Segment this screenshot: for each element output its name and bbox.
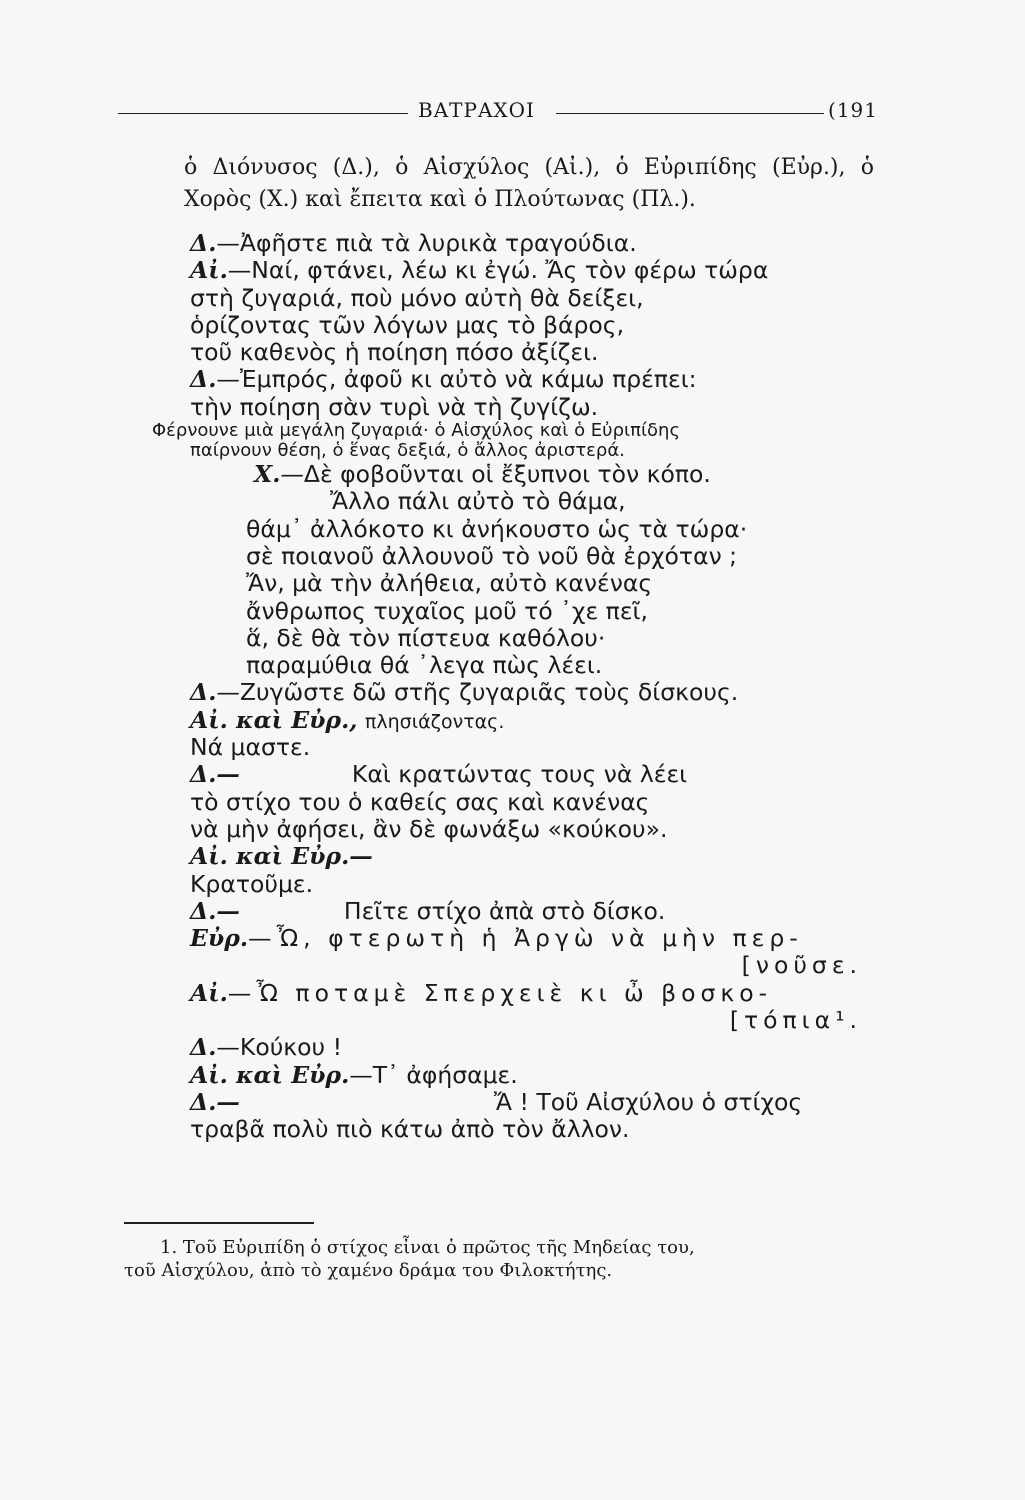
dialogue-line (190, 980, 880, 1007)
footnote-line: τοῦ Αἰσχύλου, ἀπὸ τὸ χαμένο δράμα του Φιλοκτήτης. (124, 1260, 613, 1281)
dialogue-line: νὰ μὴν ἀφήσει, ἂν δὲ φωνάξω «κούκου». (190, 814, 668, 843)
speaker: Χ. (254, 460, 281, 489)
running-head (118, 98, 878, 128)
dialogue-line: [νοῦσε. (741, 951, 862, 980)
stage-direction: πλησιάζοντας. (364, 710, 505, 733)
running-title: ΒΑΤΡΑΧΟΙ (418, 98, 535, 122)
dialogue-line (190, 707, 880, 734)
dialogue-line (190, 679, 880, 706)
speaker: Δ. (190, 678, 217, 707)
chorus-line (190, 461, 880, 488)
speaker: Δ.— (190, 896, 240, 925)
footnote-rule (124, 1222, 314, 1224)
speaker: Δ. (190, 229, 217, 257)
speaker: Δ.— (190, 1087, 240, 1116)
dialogue-line (190, 761, 880, 788)
intro-paragraph (184, 152, 874, 216)
line-text: ὁρίζοντας τῶν λόγων μας τὸ βάρος, (190, 310, 625, 339)
line-text: Πεῖτε στίχο ἀπὰ στὸ δίσκο. (343, 896, 666, 925)
header-rule-right (556, 113, 824, 114)
line-text: —Δὲ φοβοῦνται οἱ ἔξυπνοι τὸν κόπο. (280, 460, 711, 489)
chorus-line: ἄνθρωπος τυχαῖος μοῦ τό ᾽χε πεῖ, (246, 596, 648, 625)
dialogue-line (190, 925, 880, 952)
stage-direction: Φέρνουνε μιὰ μεγάλη ζυγαριά· ὁ Αἰσχύλος καὶ ὁ Εὐριπίδης (152, 420, 681, 442)
chorus-line: θάμ᾽ ἀλλόκοτο κι ἀνήκουστο ὡς τὰ τώρα· (246, 514, 748, 543)
dialogue-line: [τόπια¹. (729, 1006, 862, 1035)
footnote (124, 1236, 884, 1282)
line-text: —Ἀφῆστε πιὰ τὰ λυρικὰ τραγούδια. (216, 229, 637, 257)
line-text: στὴ ζυγαριά, ποὺ μόνο αὐτὴ θὰ δείξει, (190, 283, 644, 312)
dialogue-line (190, 843, 880, 870)
line-text: —Ζυγῶστε δῶ στῆς ζυγαριᾶς τοὺς δίσκους. (216, 678, 739, 707)
speaker: Αἰ. καὶ Εὐρ.— (190, 842, 373, 871)
dialogue-line (190, 394, 880, 421)
speaker: Αἰ. (190, 978, 228, 1007)
dialogue-line (190, 1034, 880, 1061)
chorus-line: ἅ, δὲ θὰ τὸν πίστευα καθόλου· (246, 623, 606, 652)
dialogue-line: Νά μαστε. (190, 733, 311, 762)
line-text: Καὶ κρατώντας τους νὰ λέει (351, 760, 688, 789)
page-number: (191 (828, 98, 878, 122)
dialogue-line (190, 898, 880, 925)
dialogue-line (190, 1062, 880, 1089)
header-rule-left (118, 113, 408, 114)
dialogue-line: τὸ στίχο του ὁ καθείς σας καὶ κανένας (190, 787, 650, 816)
speaker: Δ. (190, 1033, 217, 1062)
speaker: Αἰ. (190, 256, 228, 285)
line-text: —Τ᾽ ἀφήσαμε. (349, 1060, 518, 1089)
line-text: —Ἐμπρός, ἀφοῦ κι αὐτὸ νὰ κάμω πρέπει: (216, 365, 697, 394)
speaker: Δ. (190, 365, 217, 394)
chorus-line: σὲ ποιανοῦ ἀλλουνοῦ τὸ νοῦ θὰ ἐρχόταν ; (246, 541, 738, 570)
dialogue-line: τραβᾶ πολὺ πιὸ κάτω ἀπὸ τὸν ἄλλον. (190, 1115, 630, 1144)
line-text: —Ὦ ποταμὲ Σπερχειὲ κι ὦ βοσκο- (227, 978, 773, 1007)
line-text: τοῦ καθενὸς ἡ ποίηση πόσο ἀξίζει. (190, 338, 599, 367)
speaker: Αἰ. καὶ Εὐρ. (190, 1060, 350, 1089)
speaker: Δ.— (190, 760, 240, 789)
line-text: —Ὦ, φτερωτὴ ἡ Ἀργὼ νὰ μὴν περ- (248, 924, 803, 953)
dialogue-line (190, 1089, 880, 1116)
intro-text: ὁ Διόνυσος (Δ.), ὁ Αἰσχύλος (Αἰ.), ὁ Εὐριπίδης (Εὐρ.), ὁ Χορὸς (Χ.) καὶ ἔπειτα καὶ ὁ Πλούτωνας (Πλ.). (184, 155, 874, 212)
dialogue-line: Κρατοῦμε. (190, 869, 314, 898)
line-text: —Ναί, φτάνει, λέω κι ἐγώ. Ἄς τὸν φέρω τώρα (227, 256, 769, 285)
play-text (152, 229, 880, 1144)
speaker: Εὐρ. (190, 924, 249, 953)
dialogue-line (190, 312, 880, 339)
line-text: Ἄ ! Τοῦ Αἰσχύλου ὁ στίχος (493, 1087, 803, 1116)
line-text: —Κούκου ! (216, 1033, 343, 1062)
dialogue-line (190, 230, 880, 257)
dialogue-line (190, 366, 880, 393)
speaker: Αἰ. καὶ Εὐρ., (190, 705, 358, 734)
dialogue-line (190, 339, 880, 366)
chorus-line: παραμύθια θά ᾽λεγα πὼς λέει. (246, 651, 603, 680)
chorus-line: Ἄλλο πάλι αὐτὸ τὸ θάμα, (330, 487, 626, 516)
chorus-line: Ἄν, μὰ τὴν ἀλήθεια, αὐτὸ κανένας (246, 569, 653, 598)
stage-direction: παίρνουν θέση, ὁ ἕνας δεξιά, ὁ ἄλλος ἀριστερά. (190, 440, 625, 462)
dialogue-line (190, 285, 880, 312)
dialogue-line (190, 257, 880, 284)
footnote-line: 1. Τοῦ Εὐριπίδη ὁ στίχος εἶναι ὁ πρῶτος τῆς Μηδείας του, (160, 1237, 695, 1258)
line-text: τὴν ποίηση σὰν τυρὶ νὰ τὴ ζυγίζω. (190, 392, 599, 421)
